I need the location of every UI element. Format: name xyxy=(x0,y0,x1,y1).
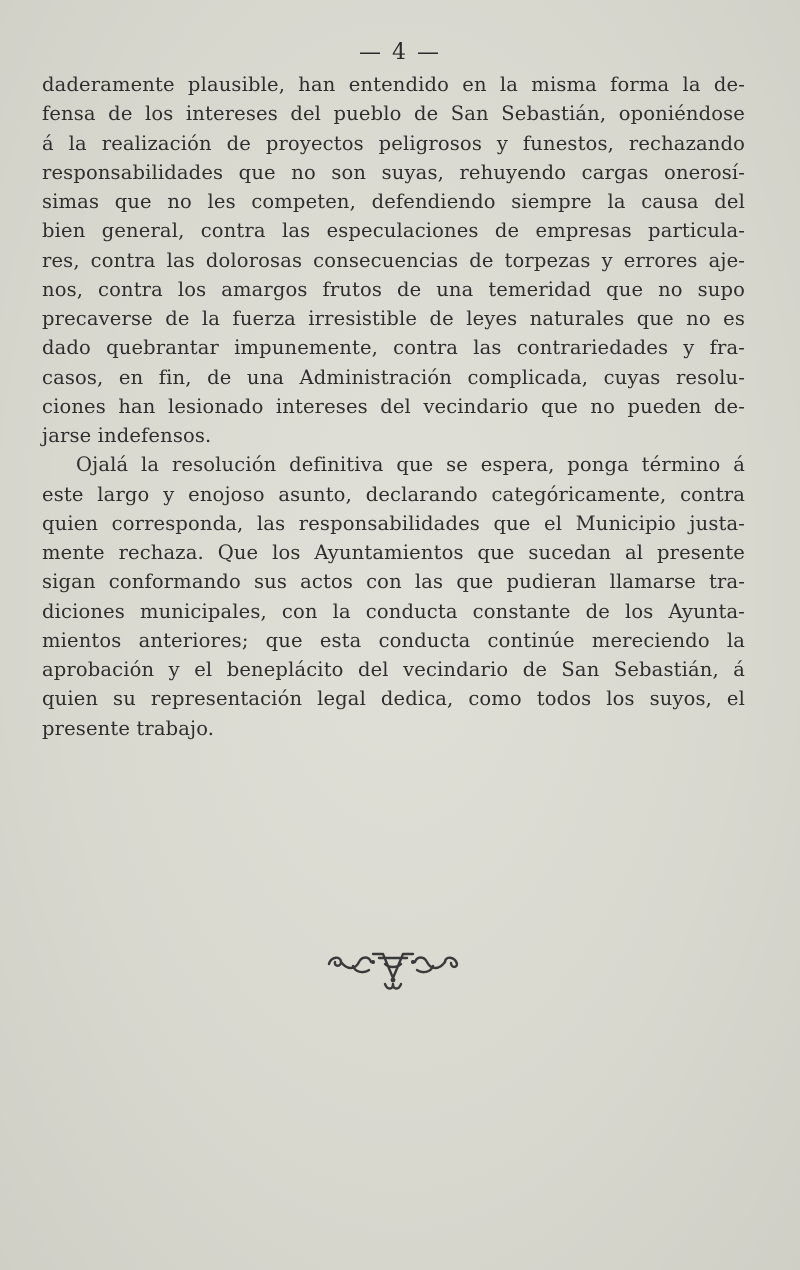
text-line: simas que no les competen, defendiendo siempre la causa del xyxy=(42,190,745,213)
paragraph-1 xyxy=(42,70,745,450)
text-line: mientos anteriores; que esta conducta continúe mereciendo la xyxy=(42,628,745,652)
text-line: res, contra las dolorosas consecuencias de torpezas y errores aje- xyxy=(42,248,745,272)
text-line: nos, contra los amargos frutos de una temeridad que no supo xyxy=(42,277,745,301)
text-line: presente trabajo. xyxy=(42,716,215,740)
text-line: fensa de los intereses del pueblo de San Sebastián, oponiéndose xyxy=(42,102,745,126)
text-line: sigan conformando sus actos con las que pudieran llamarse tra- xyxy=(42,570,745,594)
body-text xyxy=(42,70,745,743)
text-line: este largo y enojoso asunto, declarando categóricamente, contra xyxy=(42,482,745,506)
text-line: bien general, contra las especulaciones de empresas particula- xyxy=(42,219,745,243)
text-line: casos, en fin, de una Administración complicada, cuyas resolu- xyxy=(42,365,745,389)
text-line: ciones han lesionado intereses del vecindario que no pueden de- xyxy=(42,394,745,418)
text-line: responsabilidades que no son suyas, rehuyendo cargas onerosí- xyxy=(42,160,745,184)
fleuron-ornament-icon xyxy=(325,940,461,996)
text-line: mente rechaza. Que los Ayuntamientos que sucedan al presente xyxy=(42,541,745,564)
text-line: quien su representación legal dedica, como todos los suyos, el xyxy=(42,687,745,711)
text-line: diciones municipales, con la conducta constante de los Ayunta- xyxy=(42,599,745,623)
text-line: aprobación y el beneplácito del vecindario de San Sebastián, á xyxy=(42,658,745,681)
text-line: quien corresponda, las responsabilidades que el Municipio justa- xyxy=(42,511,745,535)
text-line: á la realización de proyectos peligrosos y funestos, rechazando xyxy=(42,131,745,155)
text-line: jarse indefensos. xyxy=(42,424,212,447)
paragraph-2 xyxy=(42,450,745,743)
text-line: daderamente plausible, han entendido en la misma forma la de- xyxy=(42,73,745,96)
text-line: precaverse de la fuerza irresistible de leyes naturales que no es xyxy=(42,307,745,330)
text-line: Ojalá la resolución definitiva que se espera, ponga término á xyxy=(76,453,745,477)
text-line: dado quebrantar impunemente, contra las contrariedades y fra- xyxy=(42,336,745,360)
page-number: — 4 — xyxy=(359,40,441,65)
